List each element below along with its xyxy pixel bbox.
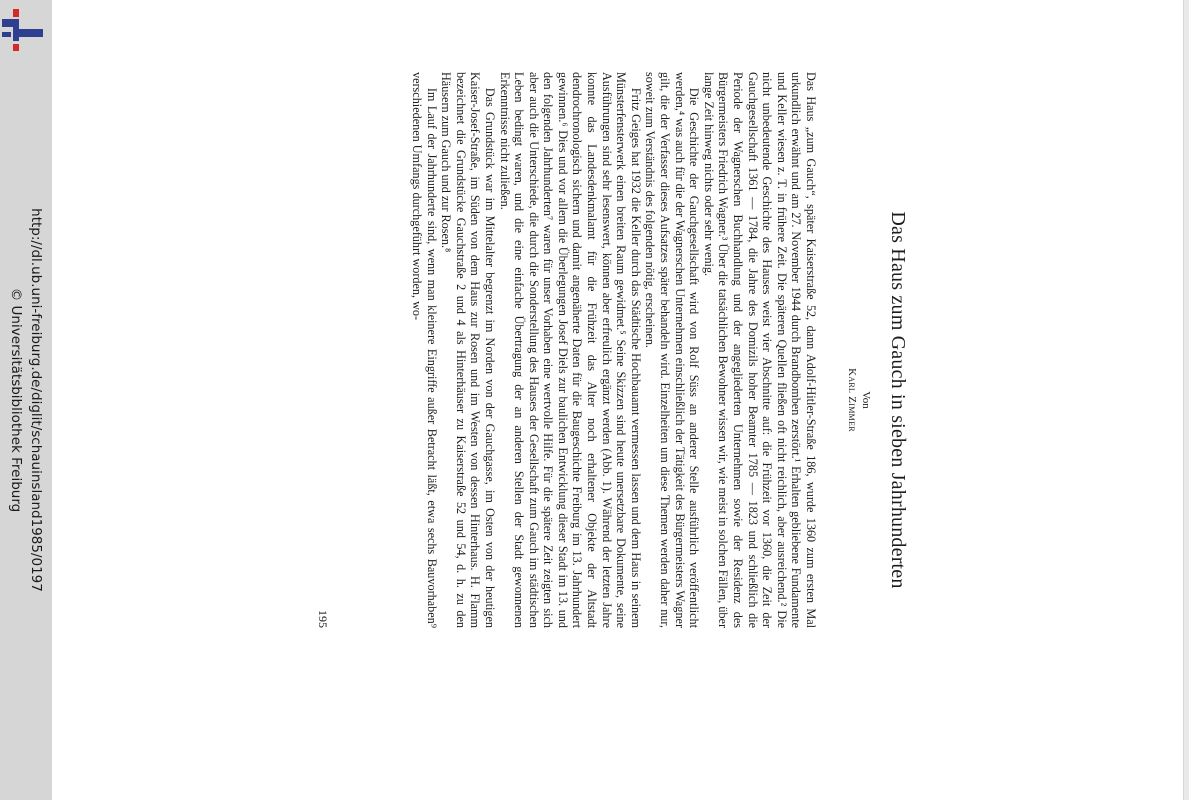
paragraph: Das Grundstück war im Mittelalter begrenzt im Norden von der Gauchgasse, im Osten von der heutigen Kaiser-Josef-Straße, im Süden von dem Haus zur Rosen und im Westen von dessen Hinterhaus. H. Flamm bezeichnet die Grundstücke Gauchstraße 2 und 4 als Hinterhäuser zu Kaiserstraße 52 und 54, d. h. zu den Häusern zum Gauch und zur Rosen.⁸ [439, 72, 497, 628]
paragraph: Im Lauf der Jahrhunderte sind, wenn man kleinere Eingriffe außer Betracht läßt, etwa sechs Bauvorhaben⁹ verschiedenen Umfangs durchgeführt worden, wo- [409, 72, 439, 628]
page-number: 195 [316, 610, 330, 628]
ub-freiburg-logo-icon [1, 6, 43, 52]
author-name: Karl Zimmer [846, 368, 858, 432]
paragraph: Das Haus „zum Gauch“, später Kaiserstraße 52, dann Adolf-Hitler-Straße 186, wurde 1360 zum ersten Mal urkundlich erwähnt und am 27. November 1944 durch Brandbomben zerstört.¹ Erhalten gebliebene Fundamente und Keller wiesen z. T. in frühere Zeit. Die späteren Quellen fließen oft nicht reichlich, aber ausreichend.² Die nicht unbedeutende Geschichte des Hauses weist vier Abschnitte auf: die Frühzeit vor 1360, die Zeit der Gauchgesellschaft 1361 — 1784, die Jahre des Domizils hoher Beamter 1785 — 1823 und schließlich die Periode der Wagnerschen Buchhandlung und der angegliederten Unternehmen sowie der Residenz des Bürgermeisters Friedrich Wagner.³ Über die tatsächlichen Bewohner wissen wir, wie meist in solchen Fällen, über lange Zeit hinweg nichts oder sehr wenig. [701, 72, 818, 628]
source-url[interactable]: http://dl.ub.uni-freiburg.de/diglit/schauinsland1985/0197 [28, 208, 44, 592]
copyright-notice: © Universitätsbibliothek Freiburg [8, 287, 24, 513]
library-sidebar [0, 0, 52, 800]
byline: Von [860, 391, 872, 409]
paragraph: Die Geschichte der Gauchgesellschaft wird von Rolf Süss an anderer Stelle ausführlich veröffentlicht werden,⁴ was auch für die der Wagnerschen Unternehmen einschließlich der Tätigkeit des Bürgermeisters Wagner gilt, die der Verfasser dieses Aufsatzes später behandeln wird. Einzelheiten um diese Themen werden daher nur, soweit zum Verständnis des folgenden nötig, erscheinen. [643, 72, 702, 628]
article-body [409, 72, 818, 628]
sidebar-caption [6, 208, 46, 592]
scanned-page [250, 40, 910, 760]
article-title: Das Haus zum Gauch in sieben Jahrhunderten [887, 211, 909, 589]
page-edge [1183, 0, 1189, 800]
paragraph: Fritz Geiges hat 1932 die Keller durch das Städtische Hochbauamt vermessen lassen und dem Haus in seinem Münsterfensterwerk einen breiten Raum gewidmet.⁵ Seine Skizzen sind heute unersetzbare Dokumente, seine Ausführungen sind sehr lesenswert, können aber erfreulich ergänzt werden (Abb. 1). Während der letzten Jahre konnte das Landesdenkmalamt für die Frühzeit das Alter noch erhaltener Objekte der Altstadt dendrochronologisch sichern und damit angenäherte Daten für die Baugeschichte Freiburg im 13. Jahrhundert gewinnen.⁶ Dies und vor allem die Überlegungen Josef Diels zur baulichen Entwicklung dieser Stadt im 13. und den folgenden Jahrhunderten⁷ waren für unser Vorhaben eine wertvolle Hilfe. Für die spätere Zeit zeigten sich aber auch die Unterschiede, die durch die Sonderstellung des Hauses der Gesellschaft zum Gauch im städtischen Leben bedingt waren, und die eine einfache Übertragung der an anderen Stellen der Stadt gewonnenen Erkenntnisse nicht zuließen. [497, 72, 643, 628]
